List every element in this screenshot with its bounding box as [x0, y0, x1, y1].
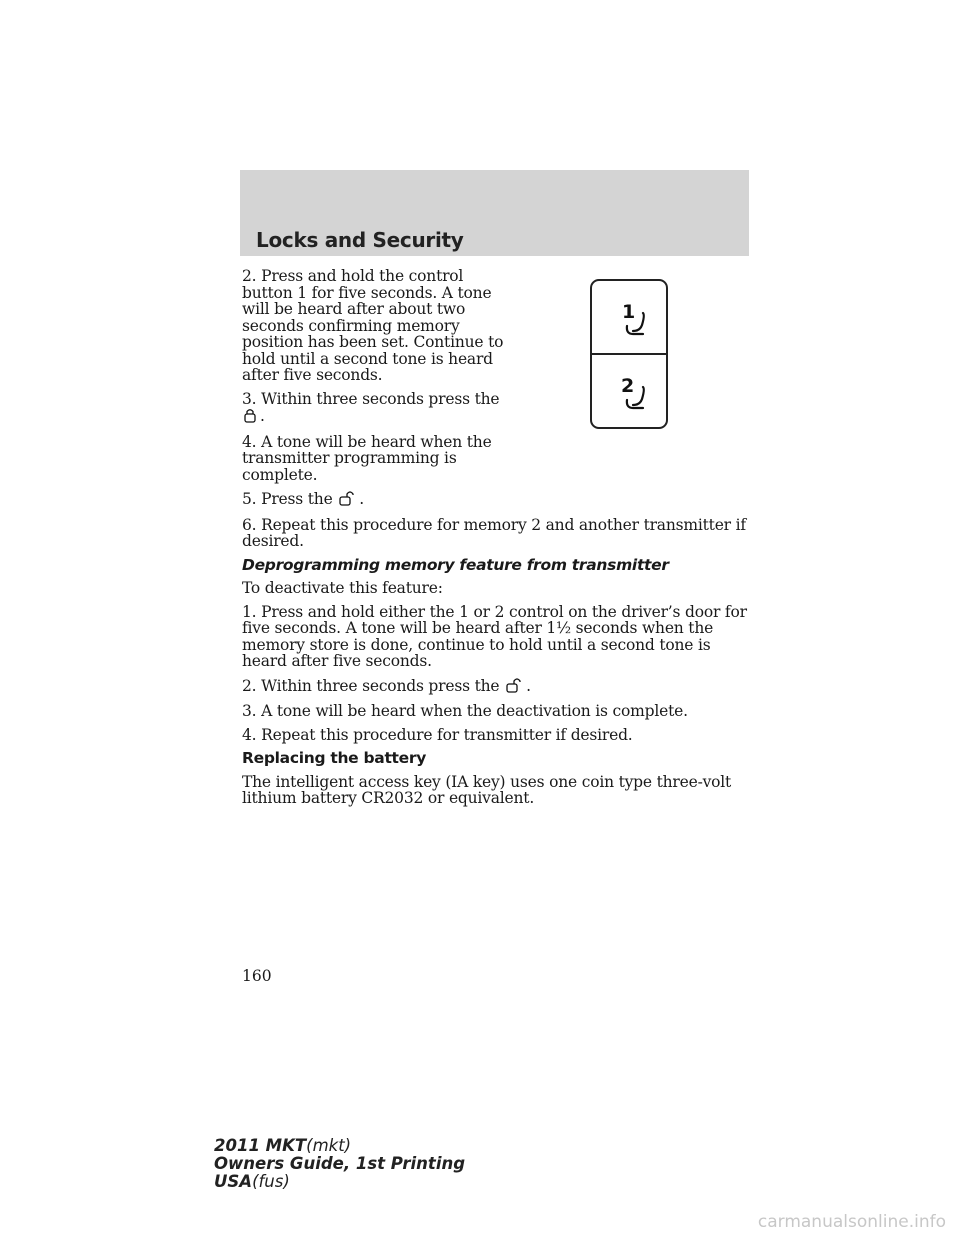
step-3-suffix: .: [260, 407, 265, 425]
footer-model: 2011 MKT: [214, 1136, 307, 1155]
step-3-text: [242, 391, 517, 427]
page-content: [242, 268, 752, 814]
footer-market: USA: [214, 1172, 253, 1191]
section-title: Locks and Security: [256, 228, 464, 252]
deprogramming-heading: Deprogramming memory feature from transmitter: [242, 555, 669, 574]
memory-button-2-number: 2: [621, 375, 635, 397]
battery-text: The intelligent access key (IA key) uses one coin type three-volt lithium battery CR2032 or equivalent.: [242, 772, 732, 807]
step-3-prefix: 3. Within three seconds press the: [242, 389, 500, 408]
footer-guide: Owners Guide, 1st Printing: [214, 1154, 466, 1173]
memory-button-1-number: 1: [622, 301, 636, 323]
footer-model-code: (mkt): [306, 1136, 352, 1155]
deprogramming-step-2-prefix: 2. Within three seconds press the: [242, 676, 500, 695]
deprogramming-step-2-suffix: .: [526, 676, 531, 695]
page-number: 160: [242, 967, 272, 985]
deprogramming-intro: To deactivate this feature:: [242, 579, 443, 597]
battery-heading: Replacing the battery: [242, 749, 427, 767]
watermark: carmanualsonline.info: [757, 1212, 946, 1232]
deprogramming-step-4: 4. Repeat this procedure for transmitter if desired.: [242, 725, 633, 744]
footer-line-1: [214, 1137, 465, 1155]
step-6-text: 6. Repeat this procedure for memory 2 and another transmitter if desired.: [242, 515, 746, 550]
step-4-text: 4. A tone will be heard when the transmitter programming is complete.: [242, 432, 492, 484]
deprogramming-step-1: 1. Press and hold either the 1 or 2 control on the driver’s door for five seconds. A tone will be heard after 1½ seconds when the memory store is done, continue to hold until a second tone is heard after five seconds.: [242, 602, 747, 670]
footer-line-2: [214, 1155, 465, 1173]
unlock-icon: [338, 490, 356, 510]
footer-market-code: (fus): [252, 1172, 290, 1191]
step-2-text: 2. Press and hold the control button 1 for five seconds. A tone will be heard after about two seconds confirming memory position has been set. Continue to hold until a second tone is heard after five seconds.: [242, 267, 504, 384]
step-5-suffix: .: [359, 490, 365, 508]
footer-line-3: [214, 1173, 465, 1191]
step-5-text: [242, 490, 752, 510]
step-5-prefix: 5. Press the: [242, 490, 333, 508]
lock-icon: [243, 407, 257, 427]
print-footer: [214, 1137, 465, 1191]
unlock-icon: [505, 677, 523, 697]
deprogramming-step-3: 3. A tone will be heard when the deactivation is complete.: [242, 702, 688, 720]
deprogramming-step-2: [242, 677, 752, 697]
